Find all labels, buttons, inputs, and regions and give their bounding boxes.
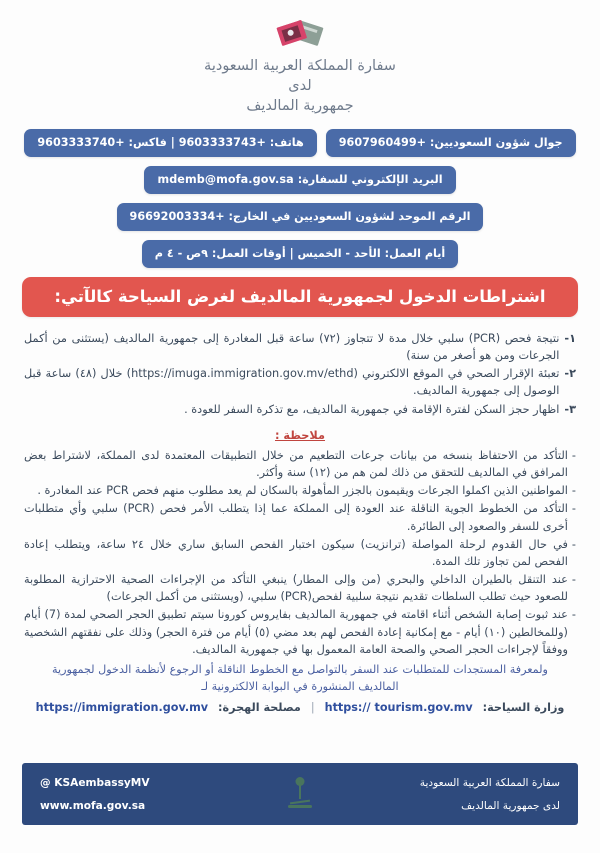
requirement-text: تعبئة الإقرار الصحي في الموقع الالكتروني (https://imuga.immigration.gov.mv/ethd) خلال (٤٨) ساعة قبل الوصول إلى جمهورية المالديف. xyxy=(24,367,560,398)
note-bullet xyxy=(24,447,576,481)
bullet-dash-icon: - xyxy=(571,537,576,551)
note-bullet-text: عند التنقل بالطيران الداخلي والبحري (من وإلى المطار) ينبغي التأكد من الإجراءات الصحية الاحترازية المطلوبة للصعود حيث تطلب السلطات تقديم نتيجة سلبية لفحص(PCR) سلبي، (ويستثنى من أكمل الجرعات) xyxy=(24,573,568,604)
note-bullet-text: في حال القدوم لرحلة المواصلة (ترانزيت) سيكون اختبار الفحص السابق ساري خلال ٢٤ ساعة، ويتطلب إعادة الفحص لمن تجاوز تلك المدة. xyxy=(24,537,568,568)
contact-row-3 xyxy=(26,203,574,231)
links-separator: | xyxy=(310,701,315,715)
note-bullet-text: التأكد من الخطوط الجوية الناقلة عند العودة إلى المملكة عما إذا يتطلب الأمر فحص (PCR) سلبي وأي متطلبات أخرى للسفر والصعود إلى الطائرة. xyxy=(24,502,568,533)
email-pill[interactable]: البريد الإلكتروني للسفارة: mdemb@mofa.gov.sa xyxy=(144,166,455,194)
contact-info-section xyxy=(0,129,600,268)
requirement-text: اظهار حجز السكن لفترة الإقامة في جمهورية المالديف، مع تذكرة السفر للعودة . xyxy=(184,402,560,416)
maldives-flag-icon xyxy=(276,19,307,45)
embassy-title-line1: سفارة المملكة العربية السعودية xyxy=(204,58,396,74)
note-bullet-text: المواطنين الذين اكملوا الجرعات ويقيمون بالجزر المأهولة بالسكان لم يعد مطلوب منهم فحص PCR عند المغادرة . xyxy=(37,484,568,498)
flags-group xyxy=(0,14,600,54)
note-bullets-list xyxy=(24,447,576,658)
closing-line-1: ولمعرفة المستجدات للمتطلبات عند السفر بالتواصل مع الخطوط الناقلة أو الرجوع لأنظمة الدخول لجمهورية xyxy=(52,662,548,676)
contact-row-4 xyxy=(26,240,574,268)
bullet-dash-icon: - xyxy=(571,484,576,498)
immigration-label: مصلحة الهجرة: xyxy=(218,701,301,715)
contact-row-1 xyxy=(26,129,574,157)
embassy-title xyxy=(0,56,600,116)
tourism-label: وزارة السياحة: xyxy=(482,701,565,715)
entry-requirements-banner: اشتراطات الدخول لجمهورية المالديف لغرض السياحة كالآتي: xyxy=(22,277,578,317)
footer-social-links xyxy=(40,777,285,812)
document-header xyxy=(0,0,600,116)
footer-embassy-name xyxy=(315,777,560,812)
official-links-row xyxy=(24,699,576,716)
closing-line-2: المالديف المنشورة في البوابة الالكترونية لـ xyxy=(201,679,399,693)
requirement-number: ٣- xyxy=(564,402,576,416)
requirement-text: نتيجة فحص (PCR) سلبي خلال مدة لا تتجاوز (٧٢) ساعة قبل المغادرة إلى جمهورية المالديف (يستثنى من أكمل الجرعات ومن هو أصغر من سنة) xyxy=(24,332,560,363)
note-bullet-text: عند ثبوت إصابة الشخص أثناء اقامته في جمهورية المالديف بفايروس كورونا سيتم تطبيق الحجر الصحي لمدة (7) أيام (وللمخالطين (١٠) أيام - مع إمكانية إعادة الفحص لهم بعد مضي (٥) أيام من فترة الحجر) وذلك على نفقتهم الشخصية ووفقاً لإجراءات الحجر الصحي والصحة العامة المعمول بها في جمهورية المالديف. xyxy=(24,608,568,656)
embassy-title-line3: جمهورية المالديف xyxy=(246,98,354,114)
immigration-url-link[interactable]: https://immigration.gov.mv xyxy=(35,701,209,715)
embassy-title-line2: لدى xyxy=(288,78,312,94)
requirement-item xyxy=(24,365,576,399)
document-body xyxy=(0,330,600,716)
bullet-dash-icon: - xyxy=(571,573,576,587)
twitter-handle[interactable]: @ KSAembassyMV xyxy=(40,776,150,789)
requirements-list xyxy=(24,330,576,418)
requirement-number: ٢- xyxy=(564,367,576,381)
note-bullet xyxy=(24,536,576,570)
contact-row-2 xyxy=(26,166,574,194)
saudi-emblem-icon xyxy=(285,775,315,813)
document-footer xyxy=(22,763,578,825)
note-heading: ملاحظة : xyxy=(274,428,326,442)
note-bullet xyxy=(24,606,576,657)
footer-line-2: لدى جمهورية المالديف xyxy=(461,799,560,812)
mobile-saudi-affairs-pill[interactable]: جوال شؤون السعوديين: +9607960499 xyxy=(326,129,576,157)
footer-line-1: سفارة المملكة العربية السعودية xyxy=(419,776,560,789)
bullet-dash-icon: - xyxy=(571,502,576,516)
requirement-number: ١- xyxy=(564,332,576,345)
note-bullet xyxy=(24,500,576,534)
note-bullet xyxy=(24,571,576,605)
tourism-url-link[interactable]: https:// tourism.gov.mv xyxy=(324,701,473,715)
requirement-item xyxy=(24,401,576,418)
note-bullet-text: التأكد من الاحتفاظ بنسخه من بيانات جرعات التطعيم من خلال التطبيقات المعتمدة لدى المملكة، لاشتراط بعض المرافق في المالديف للتحقق من ذلك لمن هم من (١٢) سنة وأكثر. xyxy=(24,448,568,480)
note-bullet xyxy=(24,482,576,499)
bullet-dash-icon: - xyxy=(571,608,576,622)
requirement-item xyxy=(24,330,576,364)
working-hours-pill[interactable]: أيام العمل: الأحد - الخميس | أوقات العمل: ٩ص - ٤ م xyxy=(142,240,459,268)
unified-number-pill[interactable]: الرقم الموحد لشؤون السعوديين في الخارج: +96692003334 xyxy=(117,203,484,231)
closing-paragraph xyxy=(24,662,576,696)
bullet-dash-icon: - xyxy=(571,448,576,462)
phone-fax-pill[interactable]: هاتف: +9603333743 | فاكس: +9603333740 xyxy=(24,129,316,157)
website-url[interactable]: www.mofa.gov.sa xyxy=(40,799,146,812)
